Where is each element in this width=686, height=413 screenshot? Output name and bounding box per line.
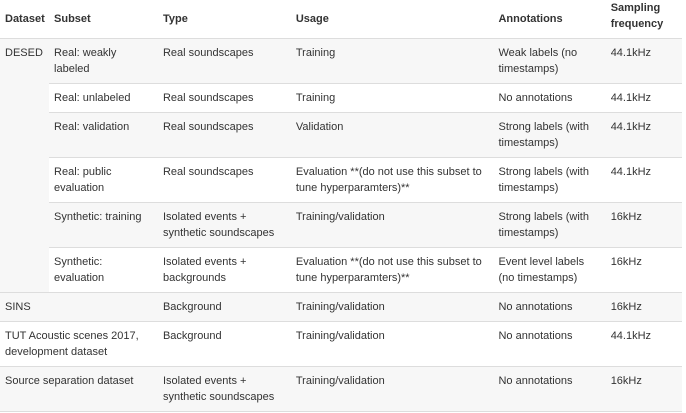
table-row	[0, 113, 682, 158]
annotations-cell: Weak labels (no timestamps)	[493, 39, 605, 84]
header-sampling-frequency: Sampling frequency	[606, 0, 682, 39]
annotations-cell: No annotations	[493, 293, 605, 322]
frequency-cell: 16kHz	[606, 203, 682, 248]
type-cell: Real soundscapes	[158, 158, 291, 203]
annotations-cell: No annotations	[493, 367, 605, 412]
header-subset: Subset	[49, 0, 158, 39]
header-annotations: Annotations	[493, 0, 605, 39]
header-usage: Usage	[291, 0, 494, 39]
type-cell: Real soundscapes	[158, 84, 291, 113]
table-row	[0, 158, 682, 203]
table-row	[0, 293, 682, 322]
frequency-cell: 44.1kHz	[606, 113, 682, 158]
subset-cell: Real: validation	[49, 113, 158, 158]
table-row	[0, 84, 682, 113]
annotations-cell: Strong labels (with timestamps)	[493, 158, 605, 203]
table-row	[0, 39, 682, 84]
table-header	[0, 0, 682, 39]
header-row	[0, 0, 682, 39]
annotations-cell: Event level labels (no timestamps)	[493, 248, 605, 293]
usage-cell: Training	[291, 39, 494, 84]
annotations-cell: No annotations	[493, 84, 605, 113]
header-type: Type	[158, 0, 291, 39]
frequency-cell: 16kHz	[606, 248, 682, 293]
table-row	[0, 203, 682, 248]
annotations-cell: Strong labels (with timestamps)	[493, 113, 605, 158]
type-cell: Background	[158, 293, 291, 322]
annotations-cell: No annotations	[493, 322, 605, 367]
usage-cell: Evaluation **(do not use this subset to tune hyperparamters)**	[291, 248, 494, 293]
type-cell: Background	[158, 322, 291, 367]
table-body	[0, 39, 682, 412]
usage-cell: Training/validation	[291, 322, 494, 367]
subset-cell: Real: unlabeled	[49, 84, 158, 113]
type-cell: Isolated events + synthetic soundscapes	[158, 367, 291, 412]
frequency-cell: 44.1kHz	[606, 39, 682, 84]
annotations-cell: Strong labels (with timestamps)	[493, 203, 605, 248]
table-row	[0, 322, 682, 367]
header-dataset: Dataset	[0, 0, 49, 39]
table-row	[0, 367, 682, 412]
subset-cell: Real: weakly labeled	[49, 39, 158, 84]
dataset-cell: SINS	[0, 293, 158, 322]
usage-cell: Training	[291, 84, 494, 113]
subset-cell: Synthetic: training	[49, 203, 158, 248]
usage-cell: Training/validation	[291, 203, 494, 248]
subset-cell: Synthetic: evaluation	[49, 248, 158, 293]
subset-cell: Real: public evaluation	[49, 158, 158, 203]
usage-cell: Training/validation	[291, 367, 494, 412]
type-cell: Real soundscapes	[158, 39, 291, 84]
frequency-cell: 44.1kHz	[606, 158, 682, 203]
dataset-cell: Source separation dataset	[0, 367, 158, 412]
type-cell: Isolated events + synthetic soundscapes	[158, 203, 291, 248]
usage-cell: Validation	[291, 113, 494, 158]
frequency-cell: 16kHz	[606, 293, 682, 322]
dataset-cell: TUT Acoustic scenes 2017, development dataset	[0, 322, 158, 367]
frequency-cell: 44.1kHz	[606, 84, 682, 113]
type-cell: Real soundscapes	[158, 113, 291, 158]
type-cell: Isolated events + backgrounds	[158, 248, 291, 293]
usage-cell: Training/validation	[291, 293, 494, 322]
table-row	[0, 248, 682, 293]
frequency-cell: 44.1kHz	[606, 322, 682, 367]
dataset-cell: DESED	[0, 39, 49, 293]
frequency-cell: 16kHz	[606, 367, 682, 412]
usage-cell: Evaluation **(do not use this subset to tune hyperparamters)**	[291, 158, 494, 203]
